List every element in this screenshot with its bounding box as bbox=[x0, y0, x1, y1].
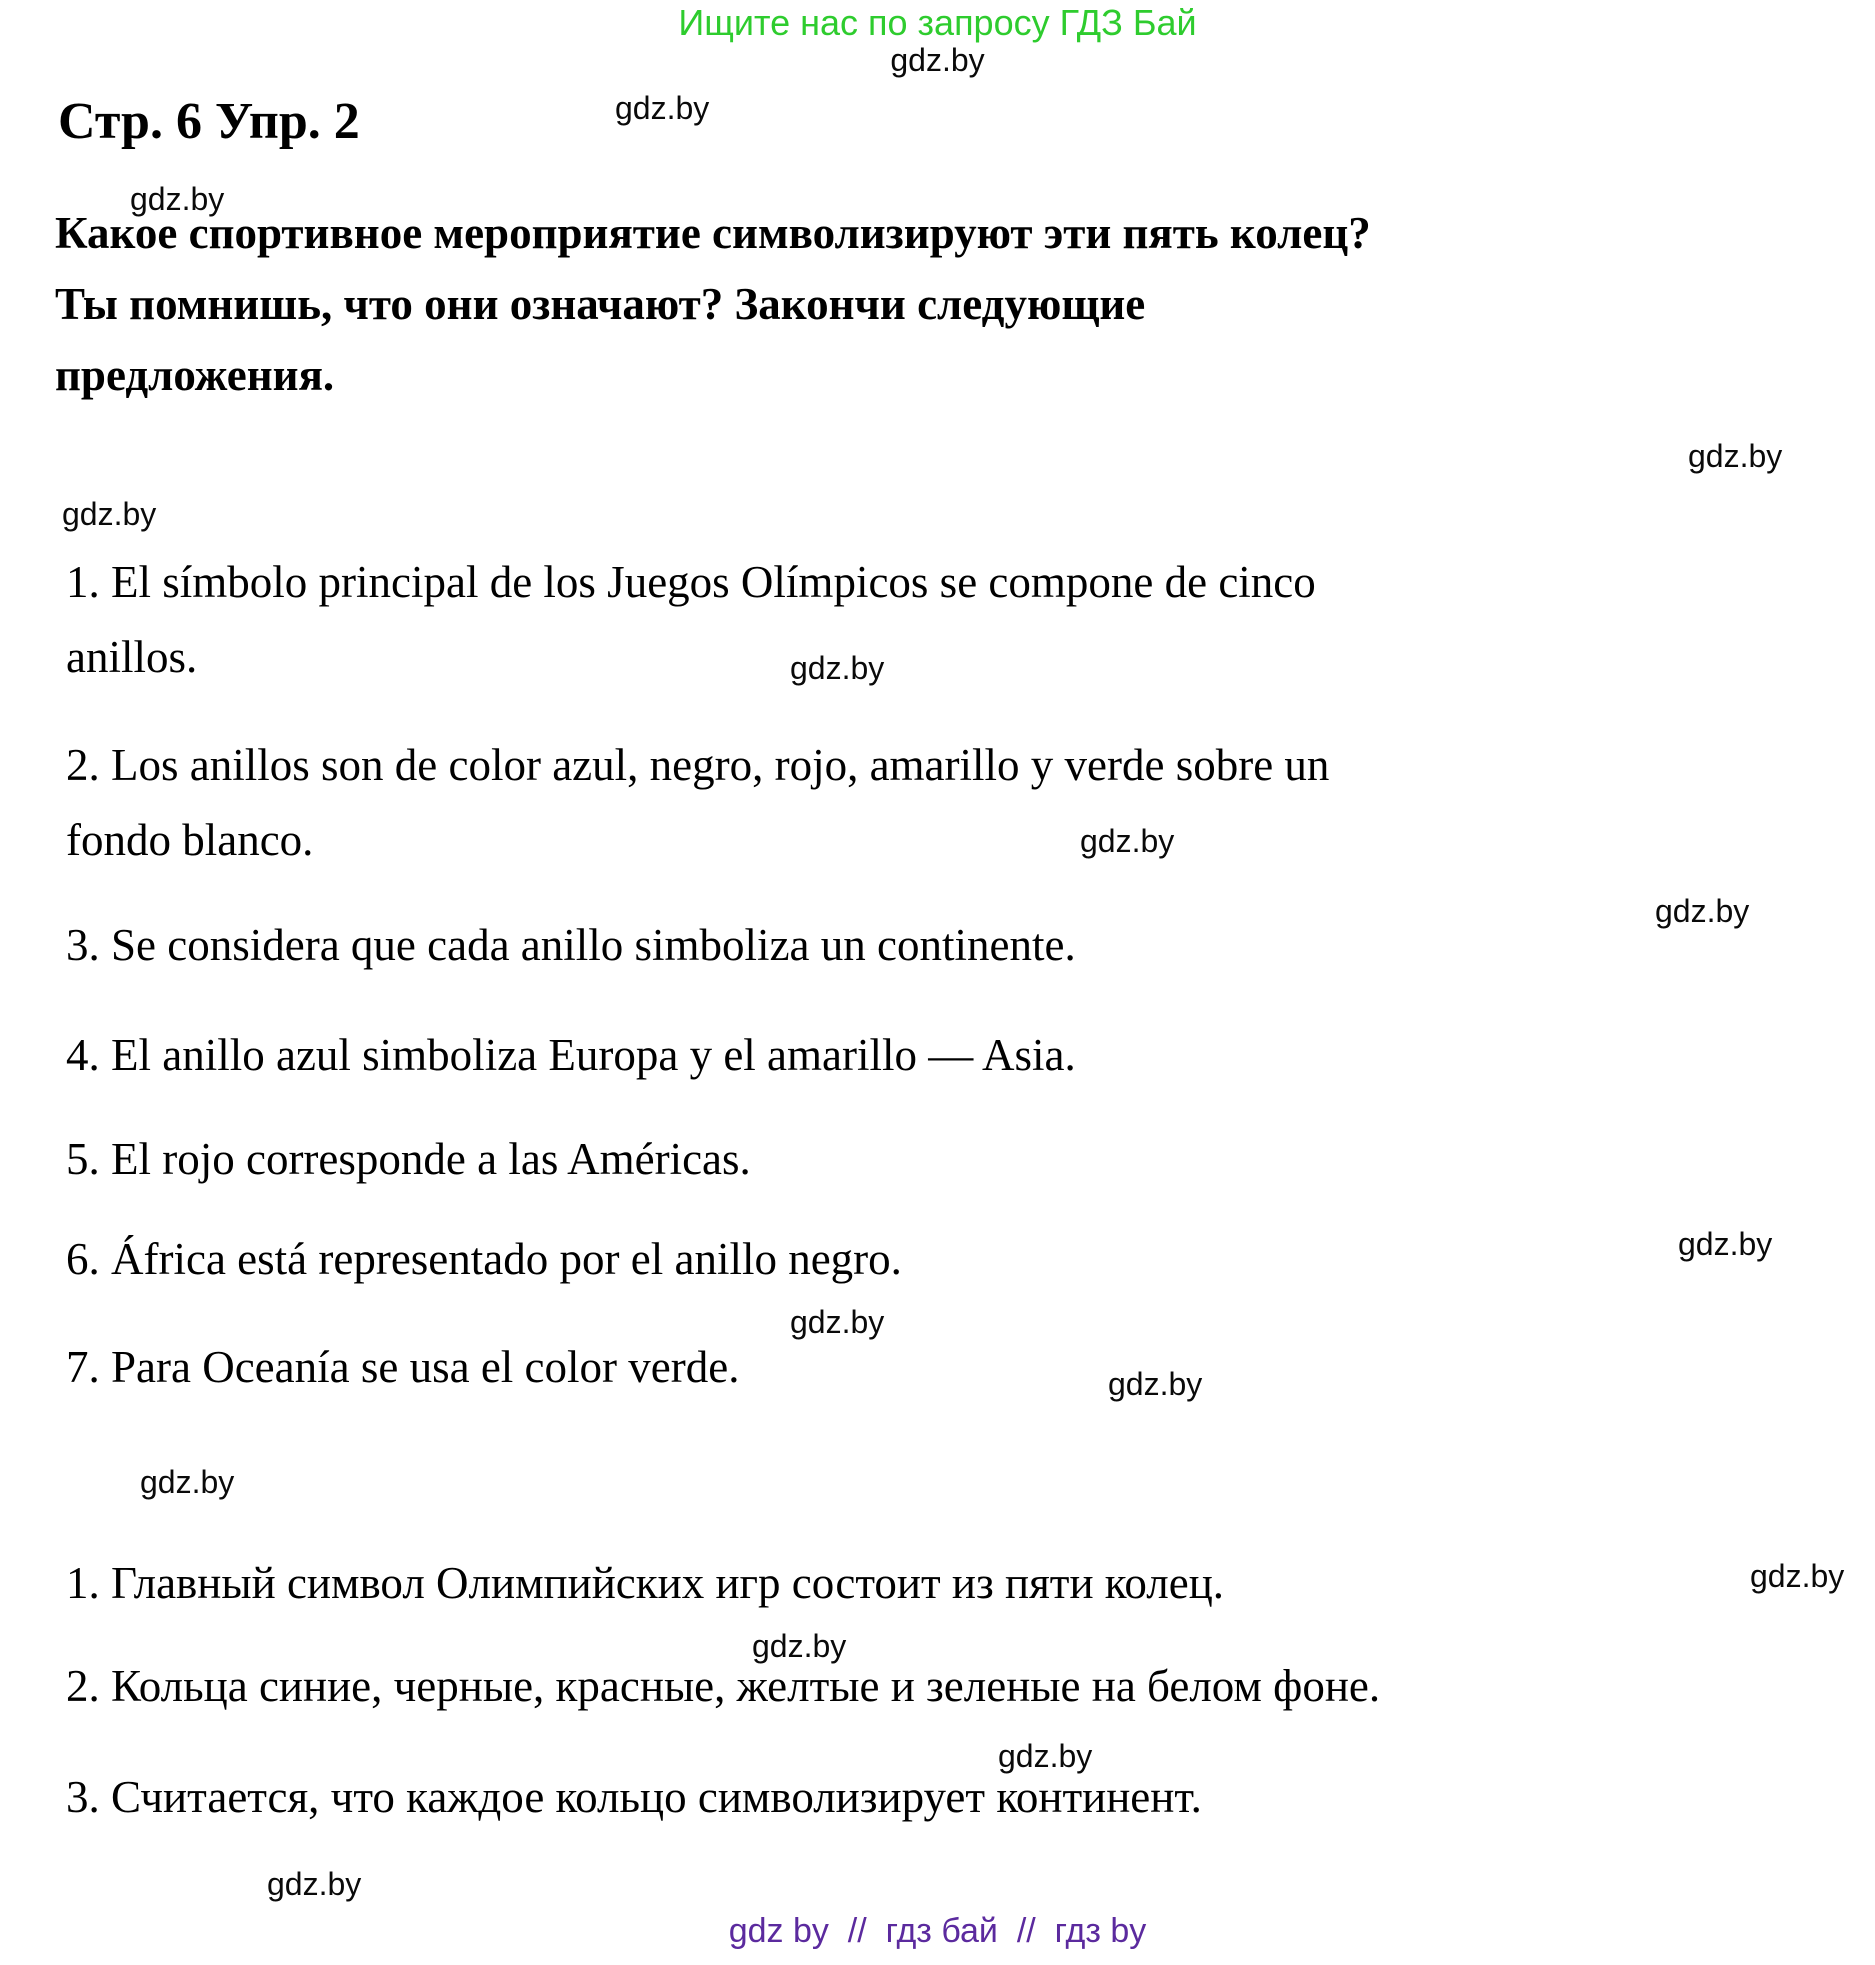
page-heading: Стр. 6 Упр. 2 bbox=[58, 93, 360, 150]
gdz-watermark: gdz.by bbox=[62, 496, 157, 532]
gdz-watermark: gdz.by bbox=[140, 1464, 235, 1500]
gdz-watermark: gdz.by bbox=[130, 181, 225, 217]
answer-es-5 bbox=[66, 1122, 751, 1197]
gdz-watermark: gdz.by bbox=[1678, 1226, 1773, 1262]
translation-ru-3 bbox=[66, 1760, 1202, 1835]
translation-ru-2 bbox=[66, 1649, 1380, 1724]
answer-es-2 bbox=[66, 728, 1329, 878]
translation-line: 3. Считается, что каждое кольцо символизирует континент. bbox=[66, 1772, 1202, 1822]
answer-line: 1. El símbolo principal de los Juegos Olímpicos se compone de cinco bbox=[66, 557, 1316, 607]
promo-banner: Ищите нас по запросу ГДЗ Бай bbox=[678, 2, 1197, 43]
answer-line: 4. El anillo azul simboliza Europa y el amarillo — Asia. bbox=[66, 1030, 1076, 1080]
gdz-watermark: gdz.by bbox=[267, 1866, 362, 1902]
translation-line: 1. Главный символ Олимпийских игр состоит из пяти колец. bbox=[66, 1558, 1225, 1608]
gdz-watermark: gdz.by bbox=[1080, 823, 1175, 859]
answer-line: 7. Para Oceanía se usa el color verde. bbox=[66, 1342, 740, 1392]
answer-es-1 bbox=[66, 545, 1316, 695]
gdz-watermark: gdz.by bbox=[1688, 438, 1783, 474]
task-line: Ты помнишь, что они означают? Закончи следующие bbox=[55, 279, 1146, 329]
gdz-watermark: gdz.by bbox=[790, 650, 885, 686]
answer-line: 3. Se considera que cada anillo simboliza un continente. bbox=[66, 920, 1076, 970]
answer-line: 5. El rojo corresponde a las Américas. bbox=[66, 1134, 751, 1184]
gdz-watermark: gdz.by bbox=[1655, 893, 1750, 929]
answer-line: 6. África está representado por el anillo negro. bbox=[66, 1234, 902, 1284]
gdz-watermark: gdz.by bbox=[998, 1738, 1093, 1774]
task-line: предложения. bbox=[55, 350, 335, 400]
answer-line: fondo blanco. bbox=[66, 815, 314, 865]
gdz-watermark: gdz.by bbox=[790, 1304, 885, 1340]
gdz-watermark: gdz.by bbox=[890, 42, 985, 78]
answer-line: 2. Los anillos son de color azul, negro, rojo, amarillo y verde sobre un bbox=[66, 740, 1330, 790]
task-text bbox=[55, 198, 1555, 411]
gdz-watermark: gdz.by bbox=[1108, 1366, 1203, 1402]
gdz-watermark: gdz.by bbox=[752, 1628, 847, 1664]
gdz-watermark: gdz.by bbox=[1750, 1558, 1845, 1594]
translation-line: 2. Кольца синие, черные, красные, желтые и зеленые на белом фоне. bbox=[66, 1661, 1381, 1711]
answer-es-4 bbox=[66, 1018, 1076, 1093]
site-footer: gdz by // гдз бай // гдз by bbox=[728, 1912, 1147, 1950]
answer-es-6 bbox=[66, 1222, 902, 1297]
answer-es-7 bbox=[66, 1330, 739, 1405]
task-line: Какое спортивное мероприятие символизируют эти пять колец? bbox=[55, 208, 1371, 258]
answer-line: anillos. bbox=[66, 632, 198, 682]
gdz-watermark: gdz.by bbox=[615, 90, 710, 126]
answer-es-3 bbox=[66, 908, 1076, 983]
translation-ru-1 bbox=[66, 1546, 1224, 1621]
